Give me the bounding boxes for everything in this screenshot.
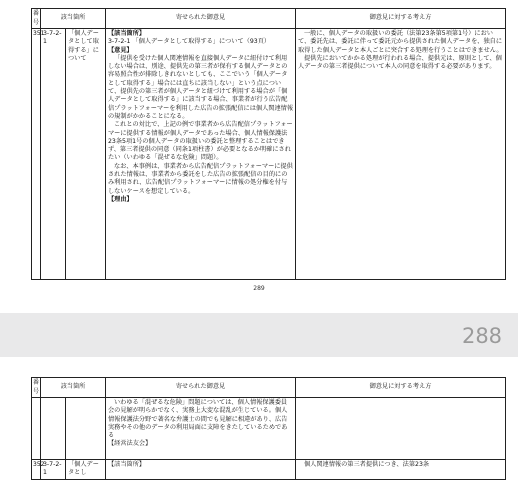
- section-code: 3-7-2-1: [41, 460, 66, 480]
- header-section: 該当箇所: [41, 9, 106, 29]
- opinion-paragraph: 【理由】: [108, 195, 133, 203]
- table-row: [32, 460, 506, 480]
- table-header-row: [32, 9, 506, 29]
- page-indicator-badge: 288: [446, 318, 518, 354]
- row-number: 352: [32, 460, 41, 480]
- header-opinion: 寄せられた御意見: [106, 378, 296, 398]
- opinion-paragraph: 3-7-2-1 「個人データとして取得する」について（93頁）: [108, 38, 271, 46]
- document-page-bottom: [0, 357, 518, 480]
- response-cell: [296, 29, 506, 280]
- opinion-paragraph: 「提供を受けた個人関連情報を直接個人データに紐付けて利用しない場合は、別途、提供先の第三者が保有する個人データとの容易照合性が排除しきれないとしても、ここでいう「個人データとして取得する」場合には直ちに該当しない」という点について、提供先の第三者が個人データと紐づけて利用する場合が「個人データとして取得する」に該当する場合、事業者が行う広告配信プラットフォーマーを利用した広告の拡張配信には個人関連情報の規制がかかることになる。: [108, 54, 294, 120]
- opinion-cell: 【該当箇所】: [106, 460, 296, 480]
- opinion-paragraph: 【経営法友会】: [108, 440, 152, 448]
- response-paragraph: 一般に、個人データの取扱いの委託（法第23条第5項第1号）において、委託先は、委託に伴って委託元から提供された個人データを、独自に取得した個人データと本人ごとに突合する処理を行うことはできません。: [298, 30, 503, 54]
- opinion-table-continued: [31, 377, 506, 480]
- response-paragraph: 提供先においてかかる処理が行われる場合、提供元は、原則として、個人データの第三者提供について本人の同意を取得する必要があります。: [298, 54, 502, 71]
- table-header-row: [32, 378, 506, 398]
- header-number: 番号: [32, 9, 41, 29]
- opinion-paragraph: なお、本事例は、事業者から広告配信プラットフォーマーに提供された情報は、事業者から委託をした広告の拡張配信の目的にのみ利用され、広告配信プラットフォーマーに情報の処分権を付与しないケースを想定している。: [108, 162, 293, 195]
- opinion-paragraph: 【該当箇所】: [108, 30, 146, 37]
- row-number: 351: [32, 29, 41, 280]
- header-response: 御意見に対する考え方: [296, 9, 506, 29]
- page-number: 289: [253, 285, 265, 292]
- header-number: 番号: [32, 378, 41, 398]
- table-row: [32, 29, 506, 280]
- opinion-table: [31, 8, 506, 280]
- header-opinion: 寄せられた御意見: [106, 9, 296, 29]
- opinion-cell: [106, 398, 296, 460]
- opinion-paragraph: いわゆる「混ぜるな危険」問題については、個人情報保護委員会の見解が明らかでなく、実務上大変な混乱が生じている。個人情報保護法分野で著名な弁護士の間でも見解に相違があり、広告実務やその他のデータの利用局面に支障をきたしているためである: [108, 399, 288, 440]
- response-cell: 個人関連情報の第三者提供につき、法第23条: [296, 460, 506, 480]
- header-response: 御意見に対する考え方: [296, 378, 506, 398]
- section-code: 3-7-2-1: [41, 29, 66, 280]
- section-name: 「個人データとして取得する」について: [66, 29, 106, 280]
- opinion-paragraph: 【意見】: [108, 46, 133, 54]
- opinion-cell: [106, 29, 296, 280]
- table-row-continued: [32, 398, 506, 460]
- header-section: 該当箇所: [41, 378, 106, 398]
- opinion-paragraph: これとの対比で、上記の例で事業者から広告配信プラットフォーマーに提供する情報が個人データであった場合、個人情報保護法23条5項1号の個人データの取扱いの委託と整理することはできず、第三者提供の同意（同条1項柱書）が必要となるか明確にされたい（いわゆる「混ぜるな危険」問題）。: [108, 121, 293, 162]
- section-name: 「個人データとし: [66, 460, 106, 480]
